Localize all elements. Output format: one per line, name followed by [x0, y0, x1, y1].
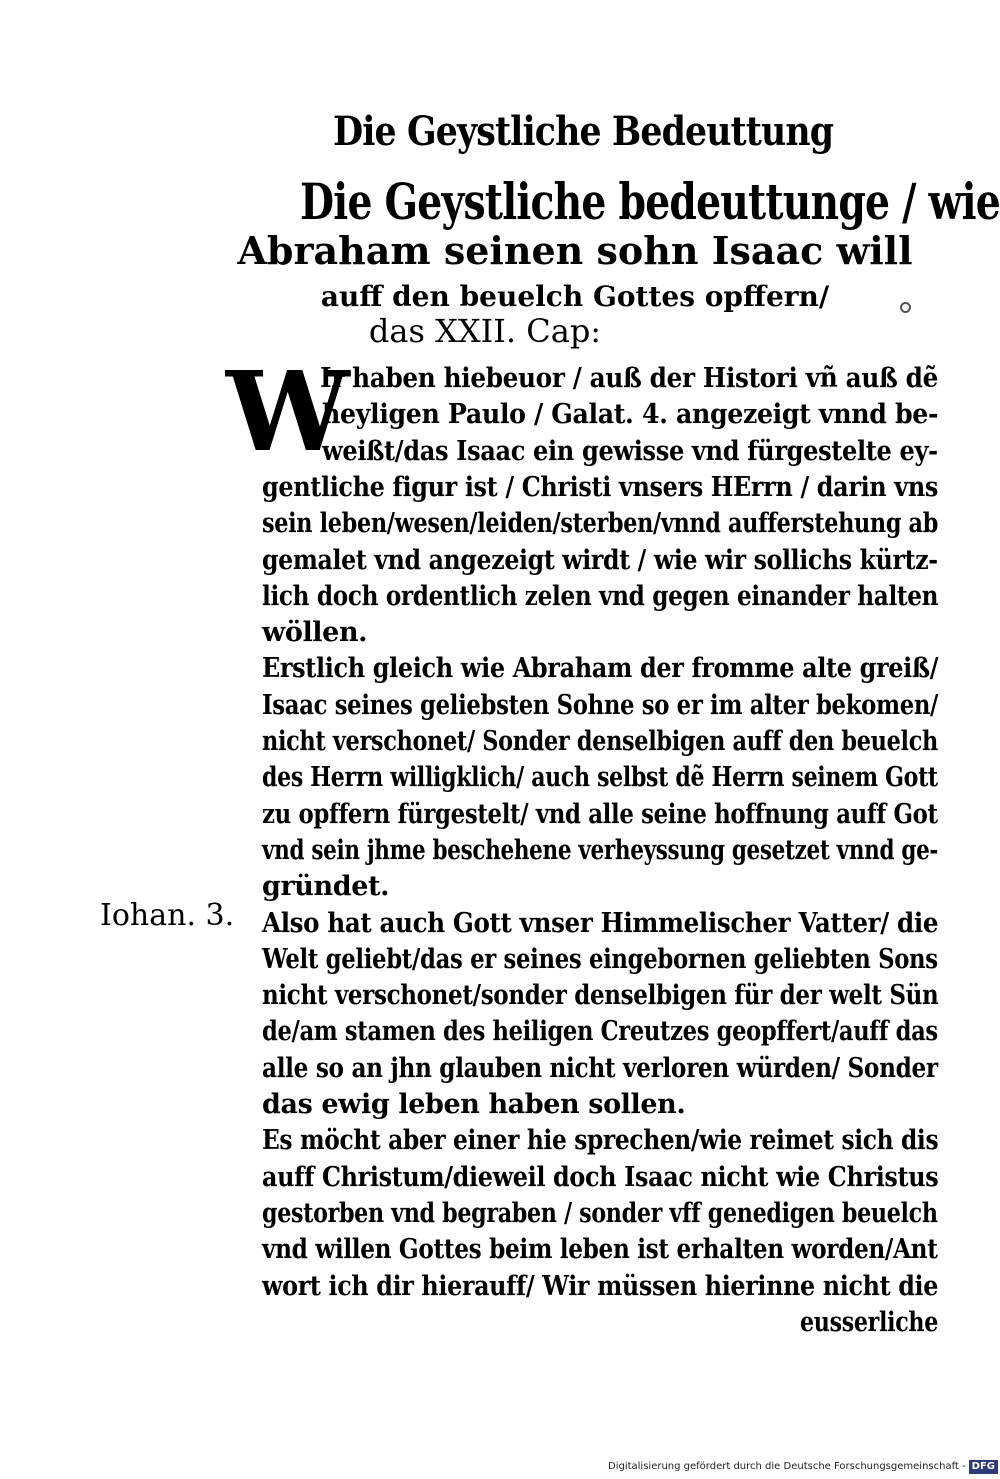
text-line: zu opffern fürgestelt/ vnd alle seine hoffnung auff Got — [262, 798, 938, 830]
text-line: nicht verschonet/ Sonder denselbigen auff den beuelch — [262, 726, 938, 757]
text-line: Also hat auch Gott vnser Himmelischer Vatter/ die — [262, 907, 939, 939]
text-line: nicht verschonet/sonder denselbigen für der welt Sün — [262, 980, 939, 1012]
decorated-initial: W — [226, 347, 350, 476]
text-line: Es möcht aber einer hie sprechen/wie reimet sich dis — [262, 1125, 939, 1157]
text-line: weißt/das Isaac ein gewisse vnd fürgestelte ey- — [322, 435, 938, 467]
text-line: Erstlich gleich wie Abraham der fromme alte greiß/ — [262, 653, 939, 685]
text-line: wort ich dir hierauff/ Wir müssen hierinne nicht die — [262, 1270, 939, 1302]
text-line: Welt geliebt/das er seines eingebornen geliebten Sons — [262, 943, 938, 975]
text-line: vnd willen Gottes beim leben ist erhalten worden/Ant — [262, 1234, 938, 1266]
text-line: gründet. — [262, 871, 390, 903]
footer-text: Digitalisierung gefördert durch die Deutsche Forschungsgemeinschaft - — [608, 1461, 966, 1472]
chapter-title-line-4: das XXII. Cap: — [368, 312, 602, 350]
text-line: wöllen. — [262, 617, 368, 649]
text-line: gentliche figur ist / Christi vnsers HErrn / darin vns — [262, 471, 939, 503]
margin-note: Iohan. 3. — [100, 898, 235, 933]
text-line: vnd sein jhme beschehene verheyssung gesetzet vnnd ge- — [262, 834, 939, 866]
chapter-title-line-3: auff den beuelch Gottes opffern/ — [320, 280, 830, 313]
digitization-footer — [608, 1458, 993, 1476]
text-line: sein leben/wesen/leiden/sterben/vnnd aufferstehung ab — [262, 508, 938, 540]
text-line: gemalet vnd angezeigt wirdt / wie wir sollichs kürtz- — [262, 544, 938, 576]
text-line: heyligen Paulo / Galat. 4. angezeigt vnnd be- — [322, 399, 939, 431]
text-line: lich doch ordentlich zelen vnd gegen einander halten — [262, 580, 939, 612]
text-line: alle so an jhn glauben nicht verloren würden/ Sonder — [262, 1052, 938, 1084]
running-head: Die Geystliche Bedeuttung — [332, 108, 834, 155]
text-line: Ir haben hiebeuor / auß der Histori vñ auß dẽ — [320, 363, 938, 394]
text-line: Isaac seines geliebsten Sohne so er im alter bekomen/ — [262, 689, 939, 721]
ink-dot-mark — [900, 302, 911, 313]
text-line: des Herrn willigklich/ auch selbst dẽ Herrn seinem Gott — [262, 762, 938, 794]
text-line: gestorben vnd begraben / sonder vff genedigen beuelch — [262, 1197, 938, 1229]
chapter-title-line-1: Die Geystliche bedeuttunge / wie — [300, 172, 1000, 231]
text-line: de/am stamen des heiligen Creutzes geopffert/auff das — [262, 1016, 938, 1048]
dfg-logo-icon: DFG — [969, 1460, 998, 1474]
chapter-title-line-2: Abraham seinen sohn Isaac will — [237, 228, 913, 273]
text-line: eusserliche — [800, 1306, 938, 1338]
text-line: auff Christum/dieweil doch Isaac nicht wie Christus — [262, 1161, 939, 1193]
text-line: das ewig leben haben sollen. — [262, 1089, 686, 1120]
